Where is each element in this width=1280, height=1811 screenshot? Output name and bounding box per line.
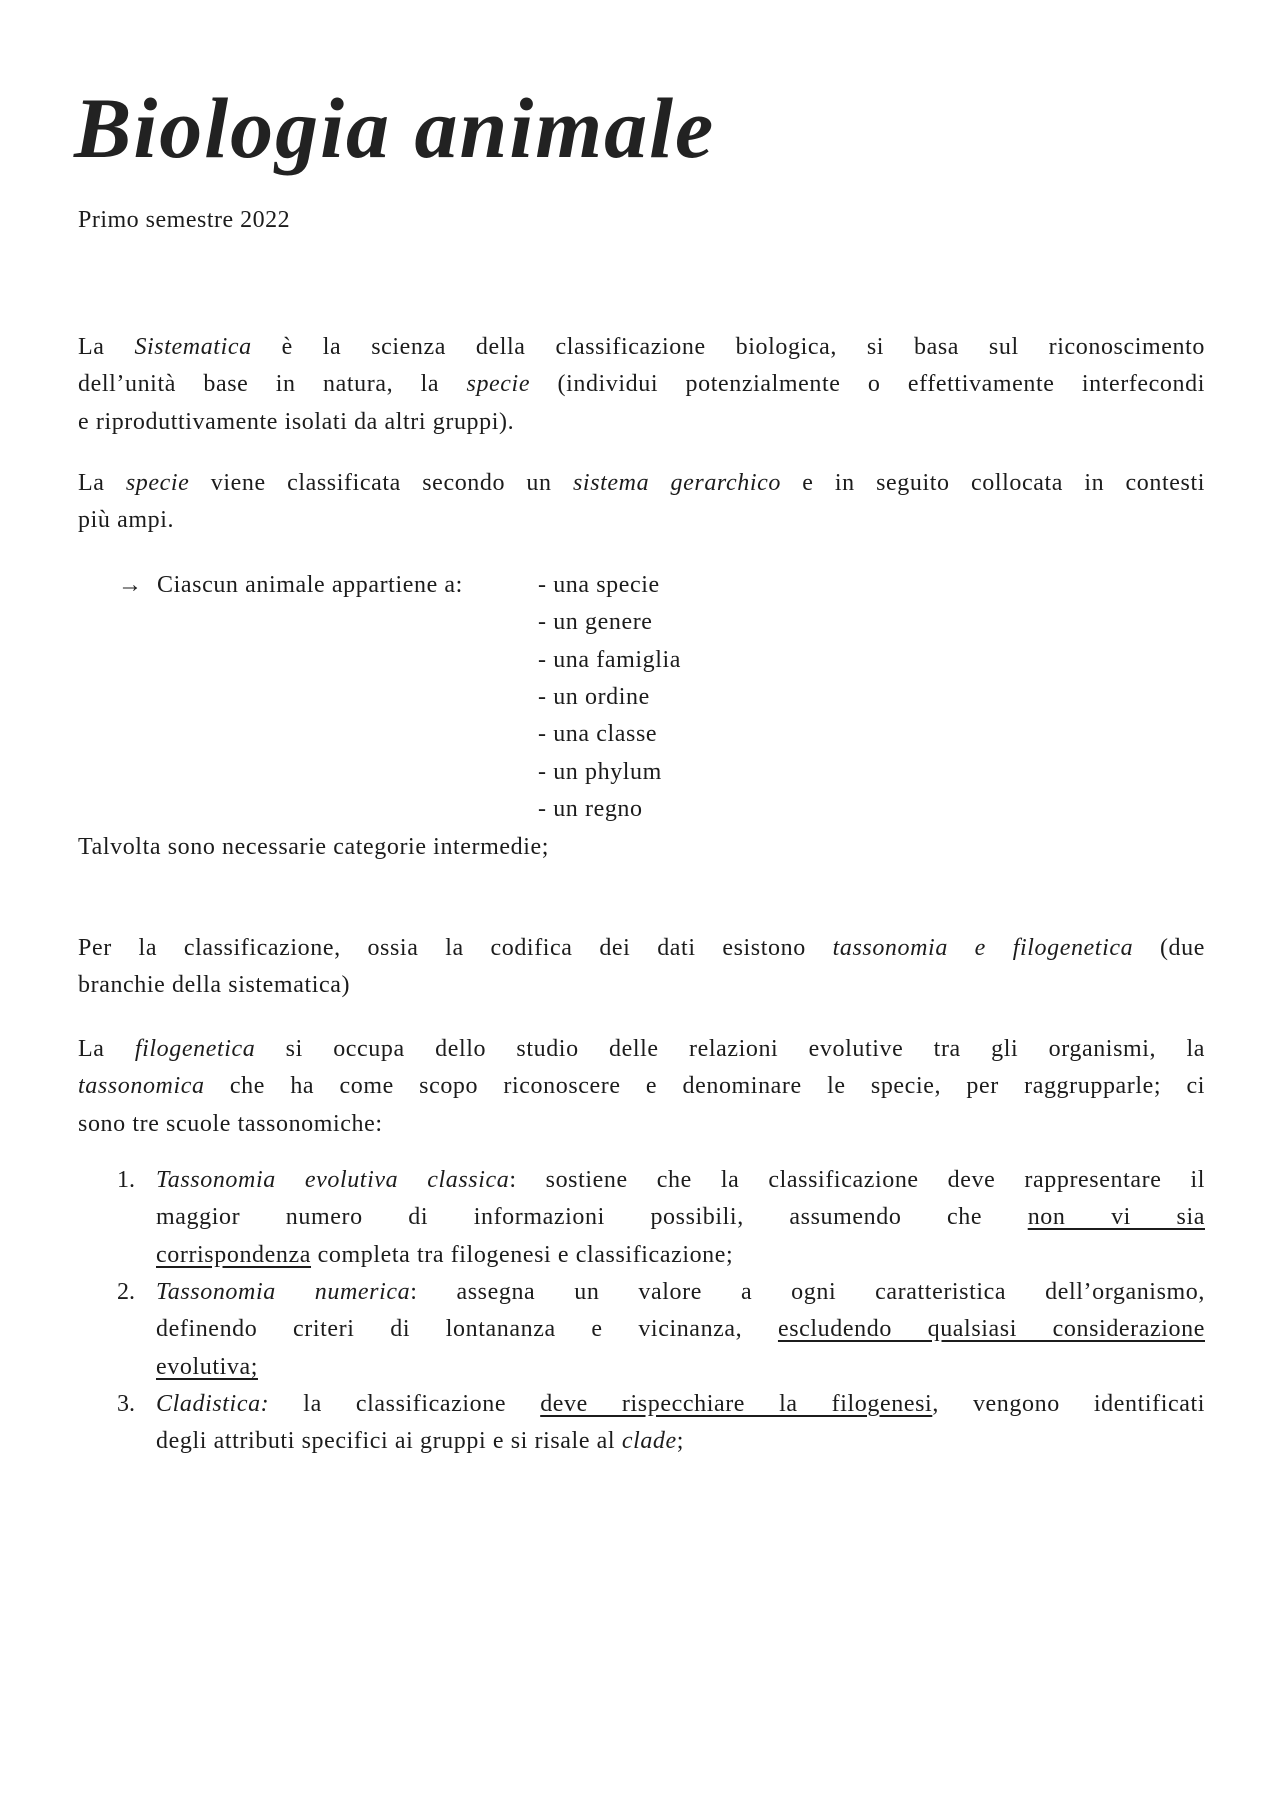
italic-term: Sistematica — [134, 334, 252, 360]
italic-term: specie — [125, 470, 190, 496]
list-item-line — [156, 1386, 1205, 1423]
hierarchy-rank: - una specie — [538, 572, 660, 598]
list-number: 1. — [117, 1167, 135, 1193]
paragraph-line — [78, 329, 1205, 366]
text-segment: e riproduttivamente isolati da altri gruppi). — [78, 408, 515, 435]
underlined-text: escludendo qualsiasi considerazione — [777, 1316, 1205, 1343]
hierarchy-rank: - una famiglia — [538, 646, 682, 673]
underlined-text: deve rispecchiare la filogenesi — [540, 1390, 933, 1417]
hierarchy-rank: - una classe — [538, 721, 658, 748]
italic-term: Cladistica: — [156, 1390, 270, 1417]
underlined-text: evolutiva; — [156, 1353, 258, 1380]
underlined-text: non vi sia — [1027, 1204, 1205, 1231]
text-segment: è la scienza della classificazione biologica, si basa sul riconoscimento — [251, 334, 1206, 360]
italic-term: clade — [621, 1428, 677, 1455]
text-segment: la classificazione — [269, 1390, 541, 1417]
arrow-right-icon: → — [118, 572, 142, 598]
text-segment: (due — [1133, 935, 1206, 961]
text-segment: Per la classificazione, ossia la codifica dei dati esistono — [78, 935, 833, 961]
text-segment: La — [78, 470, 126, 496]
text-segment: La — [78, 1036, 135, 1062]
list-number: 3. — [117, 1390, 135, 1417]
paragraph-line — [78, 967, 1205, 1004]
paragraph-line — [78, 404, 1205, 441]
italic-term: Tassonomia evolutiva classica — [156, 1167, 510, 1193]
paragraph-line — [78, 829, 1205, 866]
text-segment: , vengono identificati — [932, 1390, 1206, 1417]
text-segment: ; — [676, 1428, 685, 1455]
text-segment: maggior numero di informazioni possibili, assumendo che — [156, 1204, 1028, 1231]
text-segment: si occupa dello studio delle relazioni evolutive tra gli organismi, la — [255, 1036, 1205, 1062]
list-item-line — [156, 1423, 1205, 1460]
text-segment: branchie della sistematica) — [78, 972, 351, 999]
list-item-line — [156, 1162, 1205, 1199]
list-item-line — [156, 1237, 1205, 1274]
text-segment: degli attributi specifici ai gruppi e si risale al — [156, 1428, 622, 1455]
italic-term: Tassonomia numerica — [156, 1278, 411, 1305]
paragraph-line — [78, 930, 1205, 967]
text-segment: : assegna un valore a ogni caratteristica dell’organismo, — [410, 1278, 1205, 1305]
text-segment: definendo criteri di lontananza e vicinanza, — [156, 1316, 778, 1343]
text-segment: e in seguito collocata in contesti — [780, 470, 1205, 496]
paragraph-line — [78, 366, 1205, 403]
list-item-line — [156, 1349, 1205, 1386]
document-title: Biologia animale — [74, 80, 716, 176]
text-segment: dell’unità base in natura, la — [78, 371, 467, 398]
italic-term: sistema gerarchico — [572, 470, 781, 496]
text-segment: : sostiene che la classificazione deve rappresentare il — [509, 1167, 1205, 1193]
list-item-line — [156, 1311, 1205, 1348]
paragraph-line — [78, 1106, 1205, 1143]
hierarchy-rank: - un regno — [538, 795, 643, 822]
text-segment: completa tra filogenesi e classificazione; — [311, 1241, 734, 1268]
hierarchy-rank: - un genere — [538, 609, 653, 636]
text-segment: più ampi. — [78, 507, 175, 534]
italic-term: tassonomica — [78, 1073, 205, 1100]
italic-term: filogenetica — [134, 1036, 256, 1062]
text-segment: che ha come scopo riconoscere e denominare le specie, per raggrupparle; ci — [204, 1073, 1205, 1100]
list-number: 2. — [117, 1278, 135, 1305]
text-segment: Talvolta sono necessarie categorie intermedie; — [78, 834, 550, 860]
paragraph-line — [78, 502, 1205, 539]
italic-term: tassonomia e filogenetica — [832, 935, 1134, 961]
hierarchy-rank: - un ordine — [538, 683, 650, 710]
list-item-line — [156, 1199, 1205, 1236]
document-subtitle: Primo semestre 2022 — [78, 207, 291, 233]
paragraph-line — [78, 1031, 1205, 1068]
hierarchy-rank: - un phylum — [538, 758, 662, 785]
text-segment: (individui potenzialmente o effettivamente interfecondi — [530, 371, 1205, 398]
hierarchy-lead: Ciascun animale appartiene a: — [157, 572, 463, 598]
paragraph-line — [78, 1068, 1205, 1105]
text-segment: viene classificata secondo un — [189, 470, 573, 496]
italic-term: specie — [466, 371, 531, 398]
text-segment: La — [78, 334, 135, 360]
paragraph-line — [78, 465, 1205, 502]
underlined-text: corrispondenza — [156, 1241, 312, 1268]
list-item-line — [156, 1274, 1205, 1311]
text-segment: sono tre scuole tassonomiche: — [78, 1110, 383, 1137]
